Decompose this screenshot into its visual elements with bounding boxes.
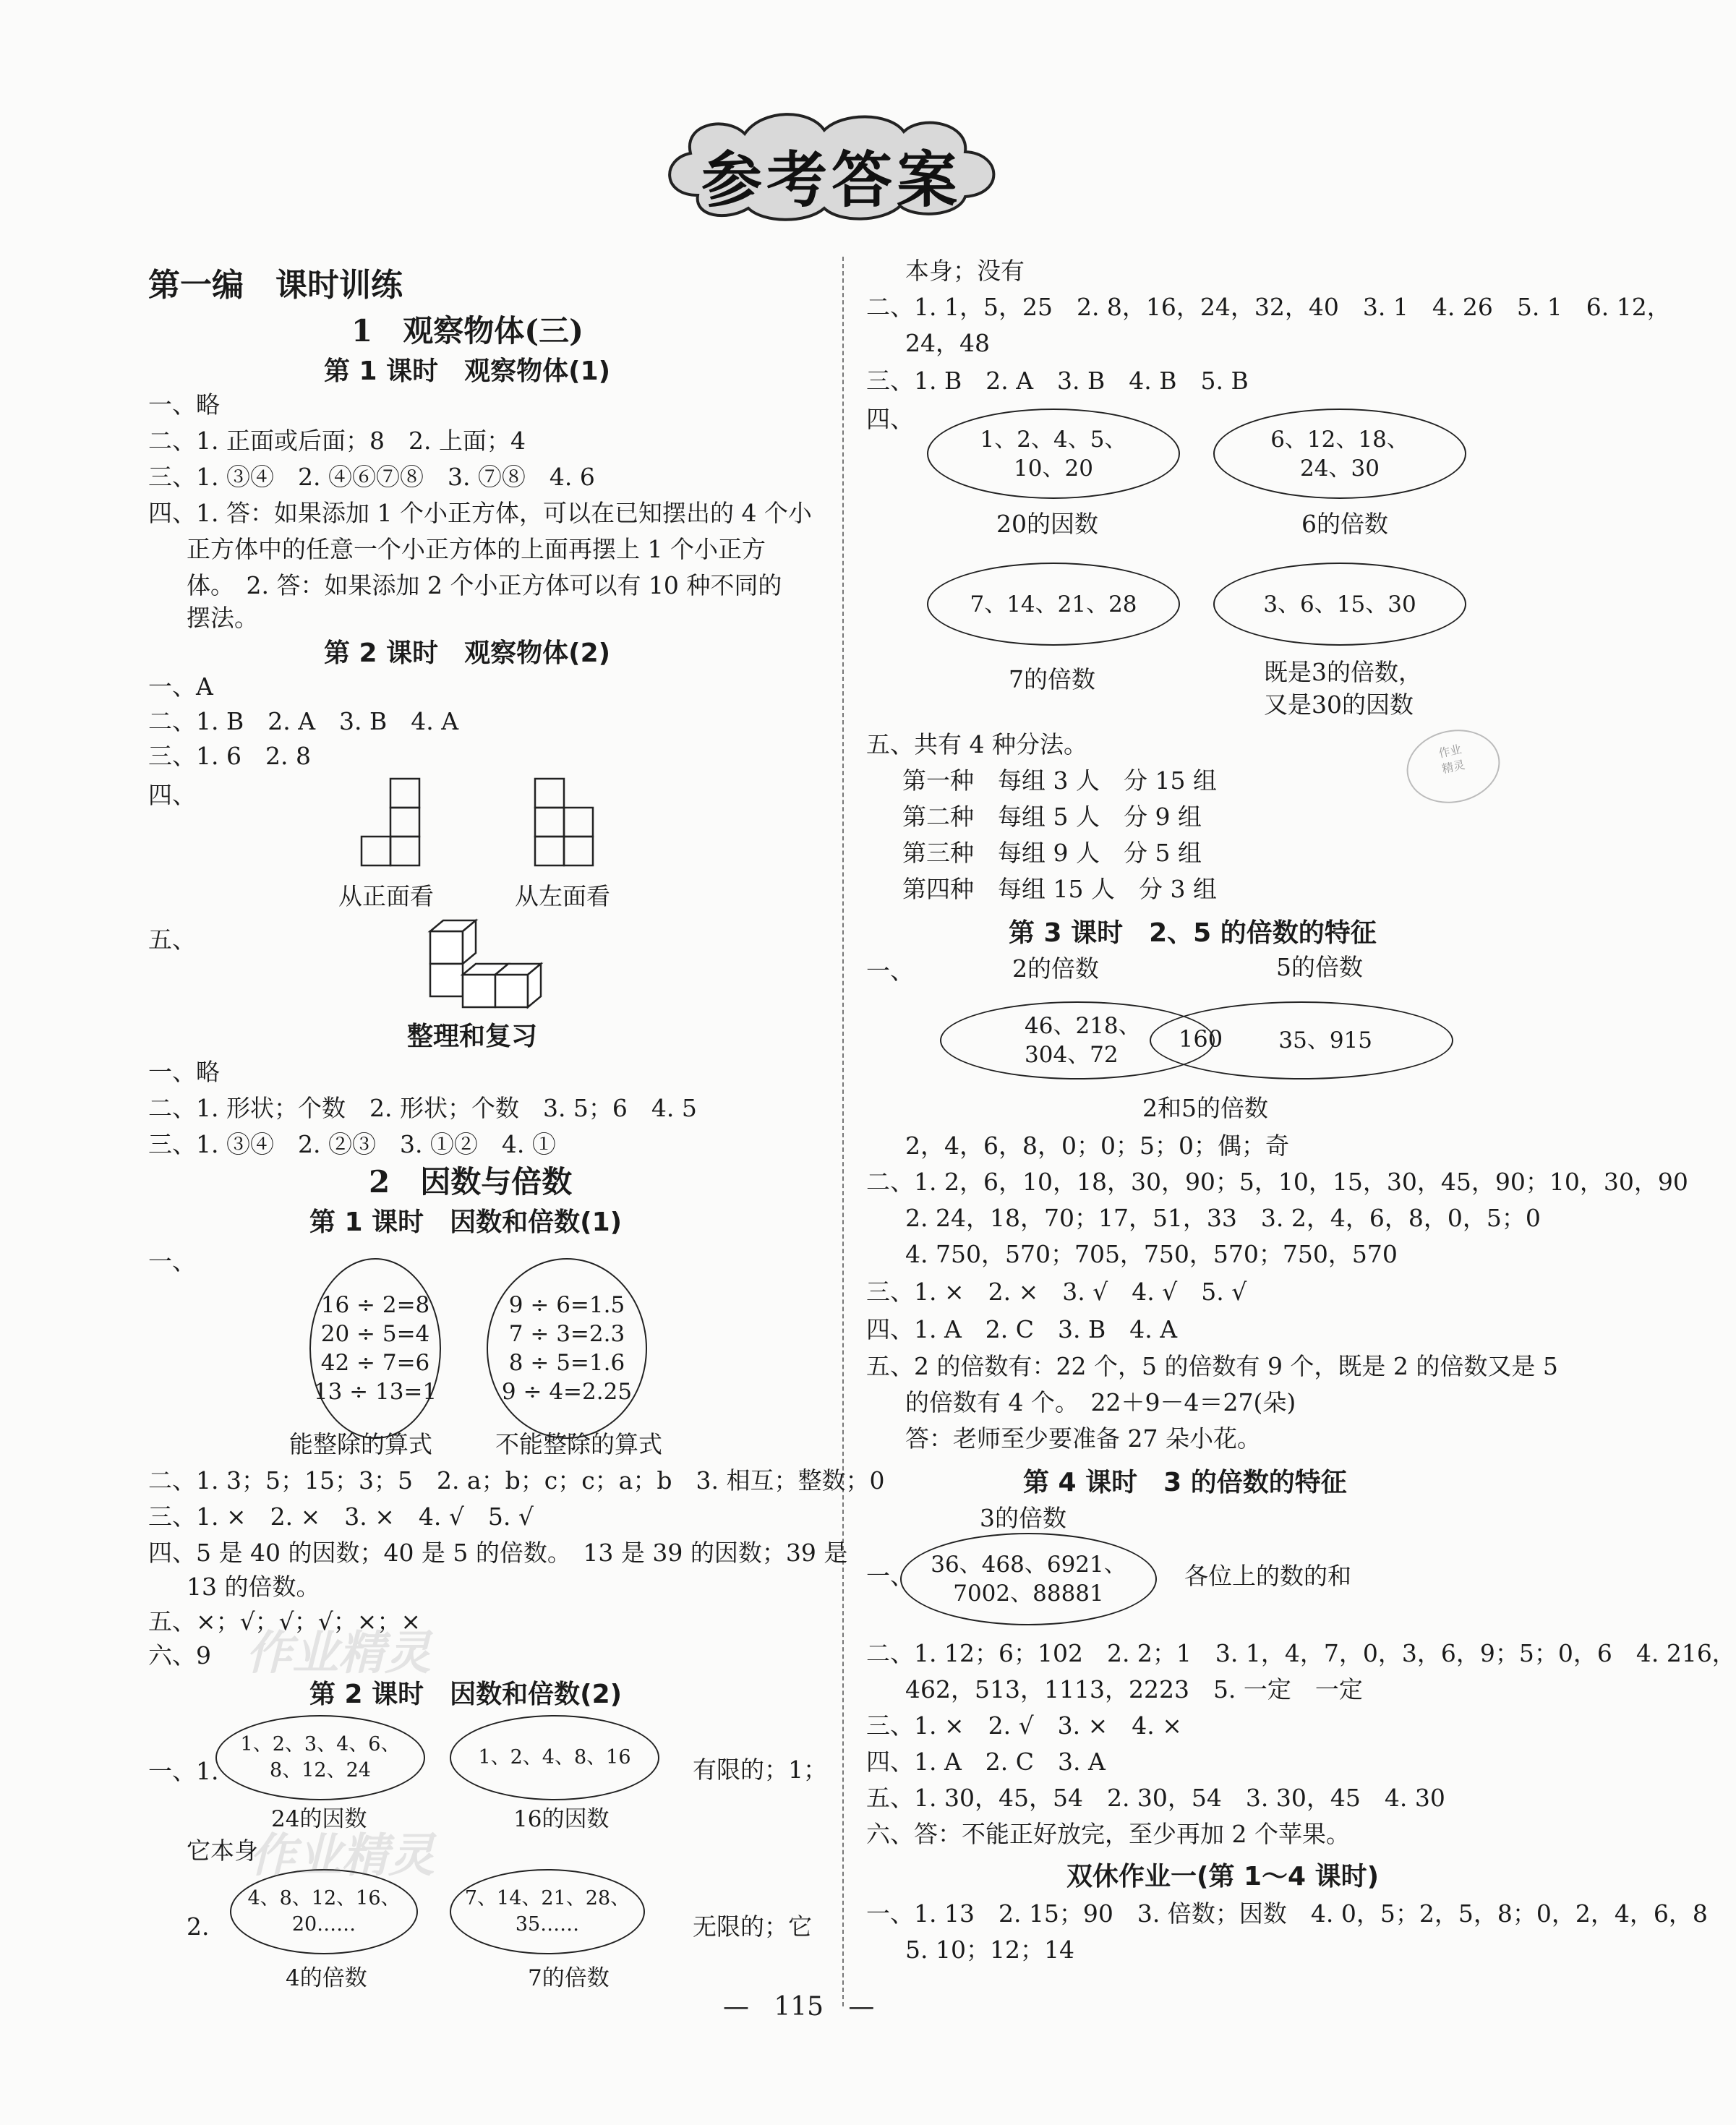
- oval-caption: 既是3的倍数，: [1264, 658, 1422, 686]
- text-line: 13 的倍数。: [187, 1573, 320, 1601]
- unit1-title: 1 观察物体(三): [351, 313, 583, 349]
- footer-dash: —: [824, 1992, 875, 2022]
- review-title: 整理和复习: [407, 1022, 538, 1051]
- oval-caption: 又是30的因数: [1264, 690, 1414, 719]
- text-line: 二、1. 1，5，25 2. 8，16，24，32，40 3. 1 4. 26 5. 1 6. 12，: [866, 293, 1671, 321]
- oval-caption: 4的倍数: [286, 1965, 367, 1991]
- page-number-footer: [723, 1992, 874, 2022]
- oval-text: 20……: [291, 1913, 356, 1936]
- oval-text: 35、915: [1278, 1027, 1372, 1053]
- oval-text: 1、2、4、5、: [980, 426, 1127, 453]
- text-line: 四、1. A 2. C 3. A: [866, 1748, 1106, 1776]
- text-line: 三、1. × 2. × 3. × 4. √ 5. √: [148, 1502, 534, 1531]
- text-line: 二、1. 2，6，10，18，30，90；5，10，15，30，45，90；10，30，90: [866, 1168, 1688, 1196]
- intersection-value: 160: [1179, 1025, 1223, 1053]
- text-line: 一、: [866, 957, 914, 985]
- text-line: 它本身: [187, 1837, 258, 1865]
- text-line: 五、: [148, 925, 196, 954]
- text-line: 一、略: [148, 1058, 220, 1086]
- lesson4-title: 第 4 课时 3 的倍数的特征: [1023, 1468, 1347, 1497]
- u2-lesson1-title: 第 1 课时 因数和倍数(1): [309, 1207, 623, 1237]
- oval-text: 8、12、24: [270, 1759, 371, 1782]
- text-line: 本身；没有: [905, 257, 1025, 285]
- text-line: 二、1. B 2. A 3. B 4. A: [148, 707, 459, 735]
- oval-text: 3、6、15、30: [1263, 591, 1416, 617]
- set-caption: 3的倍数: [980, 1504, 1066, 1532]
- text-line: 六、9: [148, 1641, 211, 1669]
- text-line: 正方体中的任意一个小正方体的上面再摆上 1 个小正方: [187, 535, 766, 563]
- text-line: 答：老师至少要准备 27 朵小花。: [905, 1424, 1261, 1453]
- text-line: 三、1. × 2. × 3. √ 4. √ 5. √: [866, 1278, 1247, 1306]
- oval-text: 1、2、3、4、6、: [240, 1733, 401, 1756]
- oval-caption: 能整除的算式: [289, 1430, 432, 1458]
- oval-inexact-divisions: [487, 1258, 647, 1439]
- text-line: 462，513，1113，2223 5. 一定 一定: [905, 1675, 1363, 1703]
- oval-text: 7、14、21、28、: [464, 1887, 630, 1910]
- oval-both: [1213, 563, 1466, 646]
- u2-lesson2-title: 第 2 课时 因数和倍数(2): [309, 1680, 623, 1709]
- oval-factors-24: [215, 1715, 425, 1800]
- oval-factors-20: [927, 409, 1180, 499]
- column-divider: [842, 257, 844, 2006]
- equation: 7 ÷ 3=2.3: [508, 1321, 625, 1347]
- page-number: 115: [774, 1992, 824, 2022]
- u1-lesson1-title: 第 1 课时 观察物体(1): [324, 356, 611, 386]
- text-line: 5. 10；12；14: [905, 1936, 1074, 1964]
- cube-figure: [423, 917, 539, 1011]
- oval-caption: 6的倍数: [1301, 510, 1388, 538]
- u1-lesson2-title: 第 2 课时 观察物体(2): [324, 638, 611, 668]
- watermark: 作业精灵: [249, 1829, 435, 1883]
- oval-text: 6、12、18、: [1270, 426, 1409, 453]
- oval-multiples-6: [1213, 409, 1466, 499]
- text-line: 三、1. ③④ 2. ④⑥⑦⑧ 3. ⑦⑧ 4. 6: [148, 463, 595, 491]
- text-line: 摆法。: [187, 604, 258, 632]
- section-title: 第一编 课时训练: [148, 267, 403, 304]
- footer-dash: —: [723, 1992, 774, 2022]
- oval-multiples-3: [900, 1533, 1157, 1625]
- text-line: 第一种 每组 3 人 分 15 组: [902, 766, 1217, 795]
- weekend-title: 双休作业一(第 1～4 课时): [1066, 1862, 1380, 1891]
- title-banner: [654, 108, 1009, 224]
- oval-caption: 7的倍数: [1009, 665, 1095, 693]
- equation: 9 ÷ 4=2.25: [501, 1379, 633, 1405]
- text-line: 无限的；它: [693, 1912, 812, 1941]
- text-line: 一、A: [148, 672, 213, 701]
- stamp: [1400, 722, 1507, 812]
- text-line: 三、1. 6 2. 8: [148, 742, 311, 770]
- view-caption: 从正面看: [338, 882, 434, 910]
- watermark: 作业精灵: [246, 1626, 431, 1680]
- lesson3-title: 第 3 课时 2、5 的倍数的特征: [1009, 918, 1377, 948]
- text-line: 四、: [148, 781, 196, 809]
- view-caption: 从左面看: [515, 882, 610, 910]
- oval-caption: 7的倍数: [528, 1965, 610, 1991]
- text-line: 4. 750，570；705，750，570；750，570: [905, 1240, 1398, 1268]
- equation: 16 ÷ 2=8: [320, 1292, 430, 1318]
- oval-factors-16: [450, 1715, 659, 1800]
- oval-text: 46、218、: [1025, 1013, 1141, 1039]
- text-line: 五、1. 30，45，54 2. 30，54 3. 30，45 4. 30: [866, 1784, 1445, 1812]
- text-line: 二、1. 形状；个数 2. 形状；个数 3. 5；6 4. 5: [148, 1094, 697, 1122]
- oval-text: 4、8、12、16、: [247, 1887, 401, 1910]
- text-line: 三、1. ③④ 2. ②③ 3. ①② 4. ①: [148, 1130, 556, 1158]
- equation: 42 ÷ 7=6: [320, 1350, 430, 1376]
- oval-exact-divisions: [309, 1258, 441, 1439]
- oval-caption: 20的因数: [996, 510, 1098, 538]
- text-line: 三、1. B 2. A 3. B 4. B 5. B: [866, 367, 1249, 395]
- stamp-text: 精灵: [1440, 757, 1466, 777]
- equation: 20 ÷ 5=4: [320, 1321, 430, 1347]
- text-line: 各位上的数的和: [1184, 1562, 1351, 1590]
- oval-text: 1、2、4、8、16: [478, 1746, 631, 1769]
- oval-text: 304、72: [1025, 1042, 1119, 1068]
- text-line: 一、略: [148, 390, 220, 419]
- text-line: 第三种 每组 9 人 分 5 组: [902, 839, 1202, 867]
- text-line: 四、: [866, 405, 914, 433]
- text-line: 四、1. A 2. C 3. B 4. A: [866, 1315, 1178, 1343]
- set-caption: 5的倍数: [1276, 953, 1363, 981]
- oval-caption: 不能整除的算式: [495, 1430, 662, 1458]
- text-line: 第二种 每组 5 人 分 9 组: [902, 803, 1202, 831]
- text-line: 四、5 是 40 的因数；40 是 5 的倍数。 13 是 39 的因数；39 是: [148, 1539, 848, 1567]
- text-line: 一、: [866, 1562, 914, 1590]
- oval-text: 7、14、21、28: [970, 591, 1137, 617]
- page-title: 参考答案: [701, 145, 962, 215]
- oval-text: 36、468、6921、: [931, 1552, 1126, 1578]
- text-line: 二、1. 12；6；102 2. 2；1 3. 1，4，7，0，3，6，9；5；0，6 4. 216，: [866, 1639, 1736, 1667]
- oval-text: 24、30: [1300, 455, 1380, 482]
- oval-multiples-7b: [927, 563, 1180, 646]
- text-line: 六、答：不能正好放完，至少再加 2 个苹果。: [866, 1820, 1350, 1848]
- text-line: 的倍数有 4 个。 22＋9－4＝27(朵): [905, 1388, 1296, 1416]
- unit2-title: 2 因数与倍数: [369, 1164, 573, 1200]
- text-line: 五、共有 4 种分法。: [866, 730, 1087, 758]
- text-line: 第四种 每组 15 人 分 3 组: [902, 875, 1217, 903]
- text-line: 24，48: [905, 329, 990, 357]
- text-line: 有限的；1；: [693, 1756, 827, 1784]
- text-line: 四、1. 答：如果添加 1 个小正方体，可以在已知摆出的 4 个小: [148, 499, 812, 527]
- text-line: 二、1. 正面或后面；8 2. 上面；4: [148, 427, 526, 455]
- text-line: 三、1. × 2. √ 3. × 4. ×: [866, 1711, 1182, 1740]
- oval-text: 35……: [515, 1913, 580, 1936]
- set-caption: 2和5的倍数: [1142, 1094, 1268, 1122]
- text-line: 2. 24，18，70；17，51，33 3. 2，4，6，8，0，5；0: [905, 1204, 1541, 1232]
- stamp-text: 作业: [1437, 742, 1463, 761]
- text-line: 五、2 的倍数有：22 个，5 的倍数有 9 个，既是 2 的倍数又是 5: [866, 1352, 1558, 1380]
- text-line: 五、×；√；√；√；×；×: [148, 1607, 422, 1636]
- text-line: 2，4，6，8，0；0；5；0；偶；奇: [905, 1132, 1289, 1160]
- left-view-figure: [534, 777, 620, 878]
- oval-text: 10、20: [1014, 455, 1093, 482]
- oval-multiples-7: [450, 1869, 645, 1954]
- equation: 8 ÷ 5=1.6: [508, 1350, 625, 1376]
- text-line: 一、1. 13 2. 15；90 3. 倍数；因数 4. 0，5；2，5，8；0，2，4，6，8: [866, 1899, 1708, 1928]
- oval-caption: 16的因数: [513, 1806, 610, 1832]
- equation: 9 ÷ 6=1.5: [508, 1292, 625, 1318]
- text-line: 一、1.: [148, 1757, 219, 1785]
- text-line: 体。 2. 答：如果添加 2 个小正方体可以有 10 种不同的: [187, 571, 782, 599]
- text-line: 2.: [187, 1912, 210, 1941]
- front-view-figure: [360, 777, 447, 878]
- set-caption: 2的倍数: [1012, 954, 1099, 983]
- text-line: 二、1. 3；5；15；3；5 2. a；b；c；c；a；b 3. 相互；整数；0: [148, 1466, 885, 1495]
- oval-text: 7002、88881: [953, 1581, 1104, 1607]
- oval-caption: 24的因数: [271, 1806, 367, 1832]
- text-line: 一、: [148, 1247, 196, 1275]
- equation: 13 ÷ 13=1: [313, 1379, 437, 1405]
